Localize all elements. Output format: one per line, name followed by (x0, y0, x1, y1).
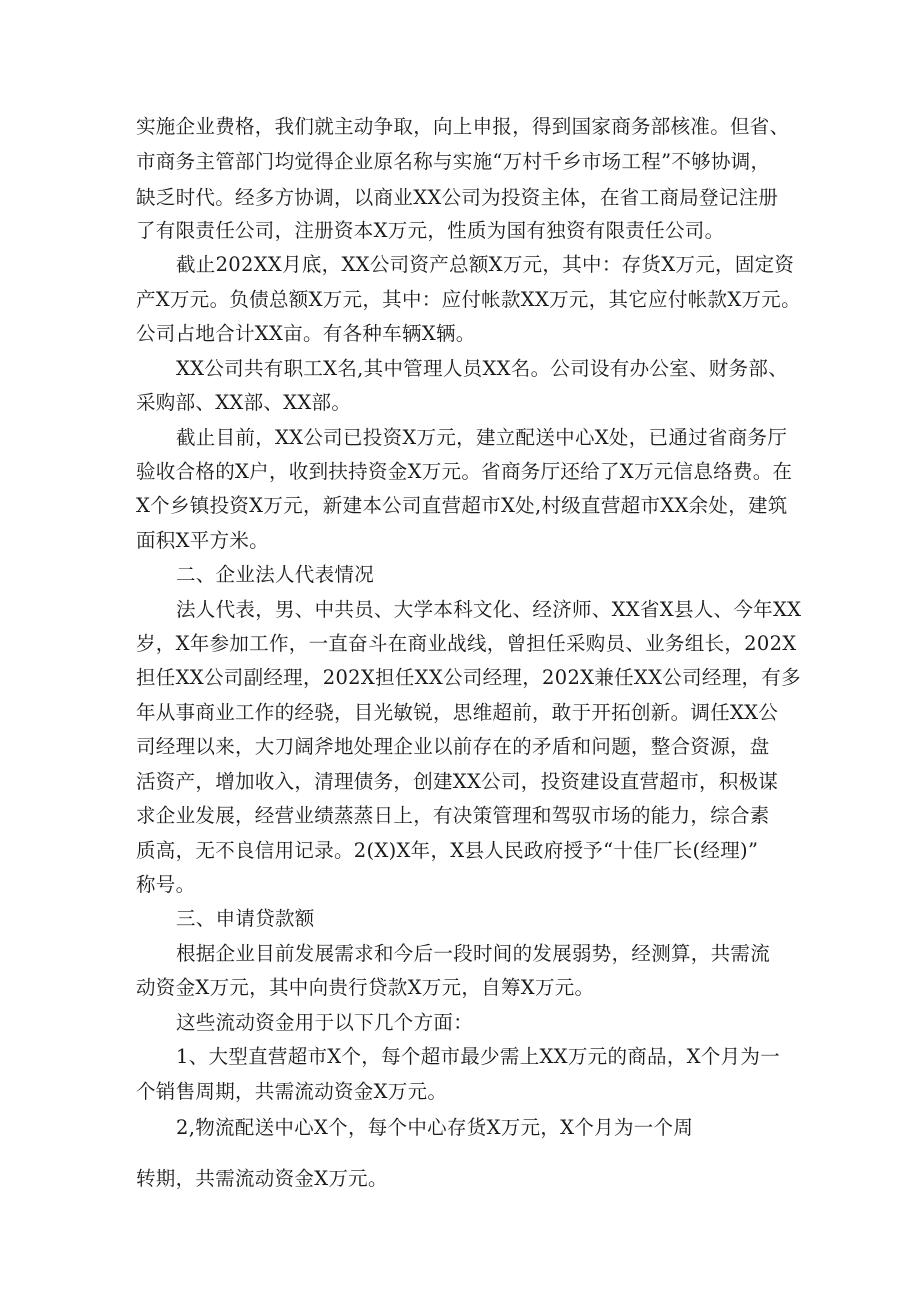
paragraph-line: 截止202XX月底，XX公司资产总额X万元，其中：存货X万元，固定资 (176, 253, 795, 276)
paragraph-line: 法人代表，男、中共员、大学本科文化、经济师、XX省X县人、今年XX (176, 598, 802, 621)
paragraph-line: 了有限责任公司，注册资本X万元，性质为国有独资有限责任公司。 (136, 219, 725, 242)
paragraph-line: 称号。 (136, 873, 196, 896)
paragraph-line: 实施企业费格，我们就主动争取，向上申报，得到国家商务部核准。但省、 (136, 115, 790, 138)
paragraph-line: X个乡镇投资X万元，新建本公司直营超市X处,村级直营超市XX余处，建筑 (136, 494, 788, 517)
paragraph-line: 个销售周期，共需流动资金X万元。 (136, 1080, 448, 1103)
paragraph-line: 司经理以来，大刀阔斧地处理企业以前存在的矛盾和问题，整合资源，盘 (136, 735, 770, 758)
paragraph-line: 转期，共需流动资金X万元。 (136, 1167, 388, 1190)
paragraph-line: 活资产，增加收入，清理债务，创建XX公司，投资建设直营超市，积极谋 (136, 770, 779, 793)
paragraph-line: 缺乏时代。经多方协调，以商业XX公司为投资主体，在省工商局登记注册 (136, 186, 779, 209)
paragraph-line: 公司占地合计XX亩。有各种车辆X辆。 (136, 322, 476, 345)
paragraph-line: 面积X平方米。 (136, 529, 269, 552)
paragraph-line: 质高，无不良信用记录。2(X)X年，X县人民政府授予“十佳厂长(经理)” (136, 839, 759, 862)
paragraph-line: 2,物流配送中心X个，每个中心存货X万元，X个月为一个周 (176, 1116, 694, 1139)
paragraph-line: 这些流动资金用于以下几个方面： (176, 1011, 474, 1034)
paragraph-line: 担任XX公司副经理，202X担任XX公司经理，202X兼任XX公司经理，有多 (136, 666, 801, 689)
paragraph-line: XX公司共有职工X名,其中管理人员XX名。公司设有办公室、财务部、 (176, 357, 789, 380)
paragraph-line: 产X万元。负债总额X万元，其中：应付帐款XX万元，其它应付帐款X万元。 (136, 288, 801, 311)
paragraph-line: 市商务主管部门均觉得企业原名称与实施“万村千乡市场工程”不够协调， (136, 150, 771, 173)
section-heading: 三、申请贷款额 (176, 907, 315, 930)
paragraph-line: 求企业发展，经营业绩蒸蒸日上，有决策管理和驾驭市场的能力，综合素 (136, 804, 770, 827)
paragraph-line: 动资金X万元，其中向贵行贷款X万元，自筹X万元。 (136, 976, 595, 999)
paragraph-line: 截止目前，XX公司已投资X万元，建立配送中心X处，已通过省商务厅 (176, 426, 788, 449)
paragraph-line: 岁，X年参加工作，一直奋斗在商业战线，曾担任采购员、业务组长，202X (136, 632, 797, 655)
paragraph-line: 采购部、XX部、XX部。 (136, 391, 352, 414)
section-heading: 二、企业法人代表情况 (176, 563, 375, 586)
paragraph-line: 根据企业目前发展需求和今后一段时间的发展弱势，经测算，共需流 (176, 942, 771, 965)
paragraph-line: 1、大型直营超市X个，每个超市最少需上XX万元的商品，X个月为一 (176, 1045, 781, 1068)
paragraph-line: 验收合格的X户，收到扶持资金X万元。省商务厅还给了X万元信息络费。在 (136, 460, 793, 483)
paragraph-line: 年从事商业工作的经骁，目光敏锐，思维超前，敢于开拓创新。调任XX公 (136, 701, 779, 724)
